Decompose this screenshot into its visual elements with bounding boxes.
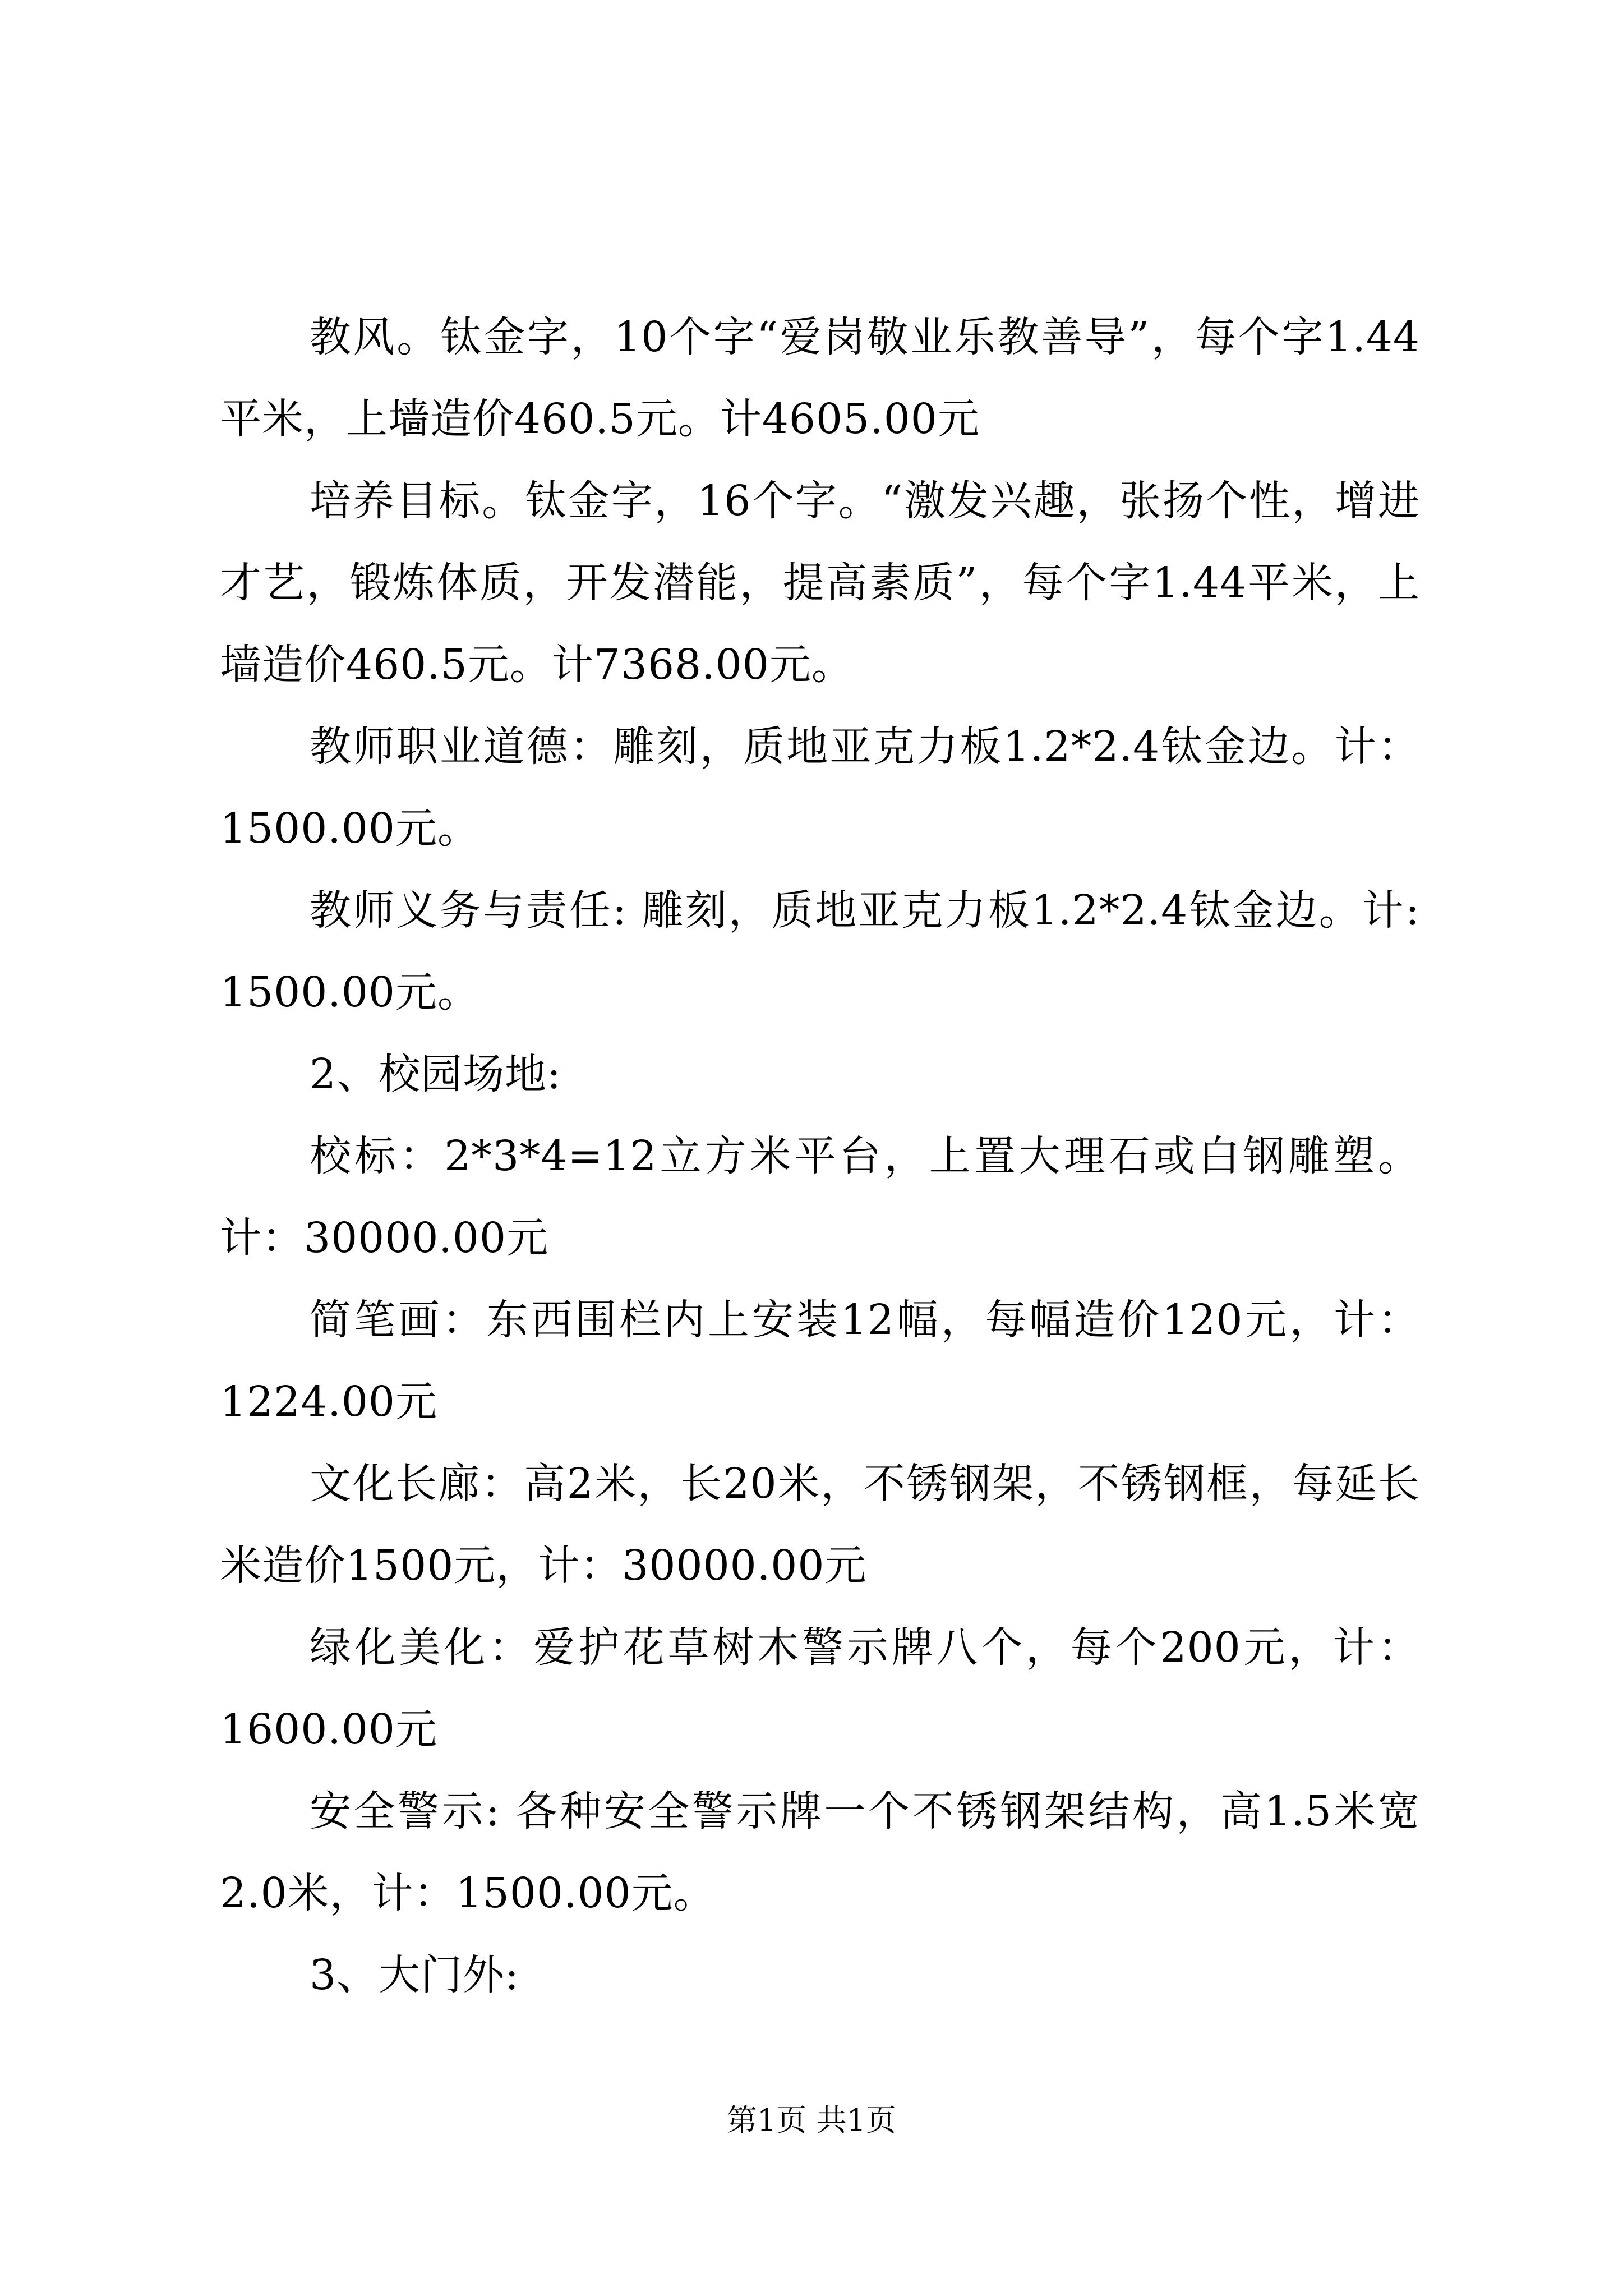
- paragraph-safety-signs: 安全警示: 各种安全警示牌一个不锈钢架结构，高1.5米宽2.0米，计：1500.00元。: [220, 1787, 1420, 1917]
- paragraph-sketches: 简笔画：东西围栏内上安装12幅，每幅造价120元，计：1224.00元: [220, 1296, 1420, 1426]
- paragraph-teacher-ethics: 教师职业道德：雕刻，质地亚克力板1.2*2.4钛金边。计：1500.00元。: [220, 723, 1420, 853]
- paragraph-school-emblem: 校标：2*3*4=12立方米平台，上置大理石或白钢雕塑。计：30000.00元: [220, 1132, 1420, 1262]
- paragraph-training-goals: 培养目标。钛金字，16个字。“激发兴趣，张扬个性，增进才艺，锻炼体质，开发潜能，提高素质”，每个字1.44平米，上墙造价460.5元。计7368.00元。: [220, 477, 1420, 689]
- paragraph-culture-corridor: 文化长廊：高2米，长20米，不锈钢架，不锈钢框，每延长米造价1500元，计：30000.00元: [220, 1460, 1420, 1590]
- paragraph-greening: 绿化美化：爱护花草树木警示牌八个，每个200元，计：1600.00元: [220, 1623, 1420, 1754]
- document-body: [220, 296, 1420, 2016]
- paragraph-teacher-duties: 教师义务与责任: 雕刻，质地亚克力板1.2*2.4钛金边。计: 1500.00元。: [220, 886, 1420, 1016]
- paragraph-teaching-style: 教风。钛金字，10个字“爱岗敬业乐教善导”，每个字1.44平米，上墙造价460.5元。计4605.00元: [220, 313, 1420, 443]
- section-heading-gate: 3、大门外:: [310, 1951, 520, 1999]
- section-heading-campus: 2、校园场地:: [310, 1050, 562, 1098]
- page-footer: 第1页 共1页: [727, 2102, 896, 2138]
